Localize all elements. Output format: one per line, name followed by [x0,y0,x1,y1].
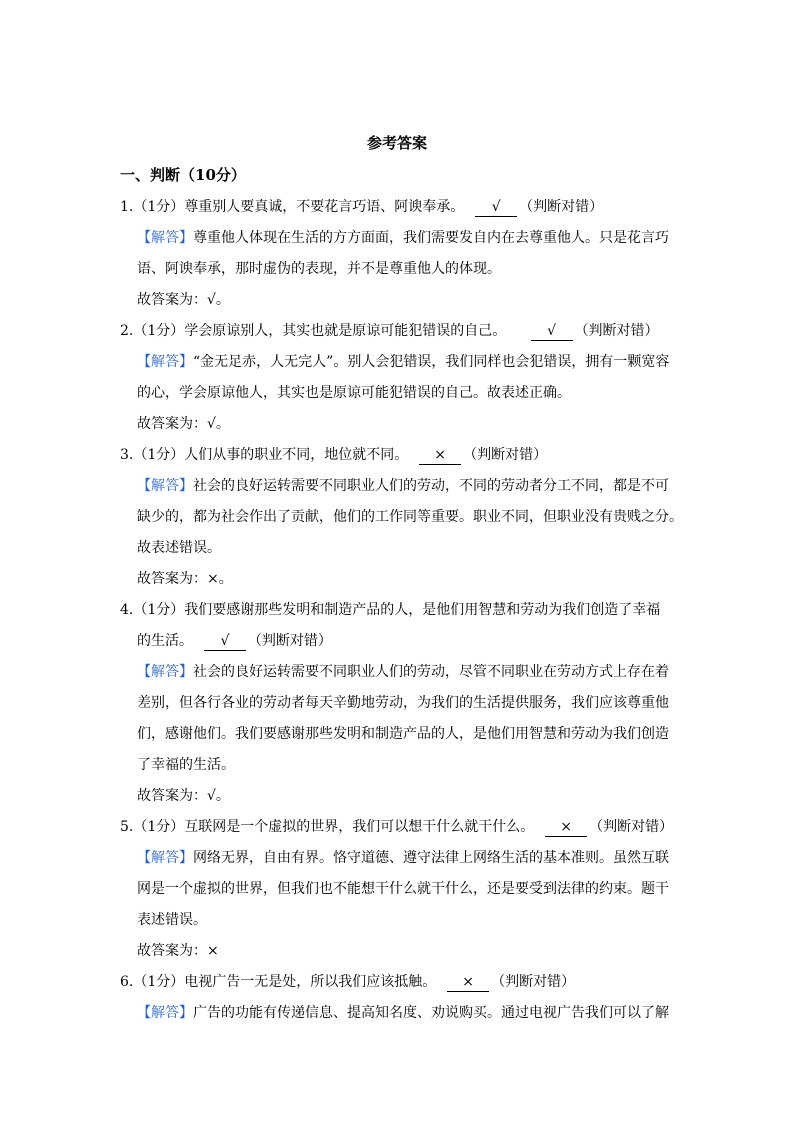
question-5 [120,812,680,843]
judge-hint: （判断对错） [491,974,576,990]
analysis-line: 【解答】“金无足赤，人无完人”。别人会犯错误，我们同样也会犯错误，拥有一颗宽容 [137,354,670,370]
analysis-tag: 【解答】 [137,850,193,866]
analysis-tag: 【解答】 [137,230,193,246]
answer-line: 故答案为：√。 [137,788,230,804]
answer-blank: × [419,446,461,465]
answer-line: 故答案为：×。 [137,571,233,587]
analysis-line: 【解答】广告的功能有传递信息、提高知名度、劝说购买。通过电视广告我们可以了解 [137,1005,669,1021]
analysis-line: 的心，学会原谅他人，其实也是原谅可能犯错误的自己。故表述正确。 [137,385,571,401]
analysis-tag: 【解答】 [137,354,193,370]
analysis-line: 语、阿谀奉承，那时虚伪的表现，并不是尊重他人的体现。 [137,261,501,277]
analysis-line: 【解答】尊重他人体现在生活的方方面面，我们需要发自内在去尊重他人。只是花言巧 [137,230,669,246]
analysis-tag: 【解答】 [137,664,193,680]
analysis-tag: 【解答】 [137,478,193,494]
question-4 [120,595,680,626]
answer-blank: √ [204,632,246,651]
question-stem: （1分）我们要感谢那些发明和制造产品的人，是他们用智慧和劳动为我们创造了幸福 [133,602,661,618]
question-stem-continued: 的生活。 [137,633,193,649]
judge-hint: （判断对错） [519,199,604,215]
analysis-tag: 【解答】 [137,1005,193,1021]
judge-hint: （判断对错） [463,447,548,463]
judge-hint: （判断对错） [247,633,332,649]
question-1 [120,192,680,223]
analysis-line: 故表述错误。 [137,540,221,556]
question-3 [120,440,680,471]
answer-blank: × [447,973,489,992]
answer-line: 故答案为：× [137,943,219,959]
question-4-continued [120,626,680,657]
page-title: 参考答案 [366,134,427,152]
answer-list [120,192,683,1029]
analysis-line: 【解答】社会的良好运转需要不同职业人们的劳动，不同的劳动者分工不同，都是不可 [137,478,669,494]
question-2 [120,316,680,347]
section-heading: 一、判断（10分） [120,166,246,184]
question-number: 2. [120,323,134,339]
analysis-line: 差别，但各行各业的劳动者每天辛勤地劳动，为我们的生活提供服务，我们应该尊重他 [137,695,669,711]
question-stem: （1分）电视广告一无是处，所以我们应该抵触。 [133,974,437,990]
question-number: 4. [120,602,134,618]
question-stem: （1分）尊重别人要真诚，不要花言巧语、阿谀奉承。 [133,199,465,215]
analysis-line: 【解答】社会的良好运转需要不同职业人们的劳动，尽管不同职业在劳动方式上存在着 [137,664,669,680]
answer-blank: √ [475,198,517,217]
question-number: 5. [120,819,134,835]
answer-line: 故答案为：√。 [137,416,230,432]
question-number: 3. [120,447,134,463]
judge-hint: （判断对错） [589,819,674,835]
analysis-line: 缺少的，都为社会作出了贡献，他们的工作同等重要。职业不同，但职业没有贵贱之分。 [137,509,683,525]
question-stem: （1分）人们从事的职业不同，地位就不同。 [133,447,409,463]
analysis-line: 们，感谢他们。我们要感谢那些发明和制造产品的人，是他们用智慧和劳动为我们创造 [137,726,669,742]
answer-line: 故答案为：√。 [137,292,230,308]
question-stem: （1分）互联网是一个虚拟的世界，我们可以想干什么就干什么。 [133,819,535,835]
judge-hint: （判断对错） [574,323,659,339]
analysis-line: 了幸福的生活。 [137,757,235,773]
analysis-line: 表述错误。 [137,912,207,928]
answer-blank: × [545,818,587,837]
question-6 [120,967,680,998]
answer-blank: √ [531,322,573,341]
analysis-line: 网是一个虚拟的世界，但我们也不能想干什么就干什么，还是要受到法律的约束。题干 [137,881,669,897]
question-number: 6. [120,974,134,990]
question-stem: （1分）学会原谅别人，其实也就是原谅可能犯错误的自己。 [133,323,507,339]
question-number: 1. [120,199,134,215]
analysis-line: 【解答】网络无界，自由有界。恪守道德、遵守法律上网络生活的基本准则。虽然互联 [137,850,669,866]
